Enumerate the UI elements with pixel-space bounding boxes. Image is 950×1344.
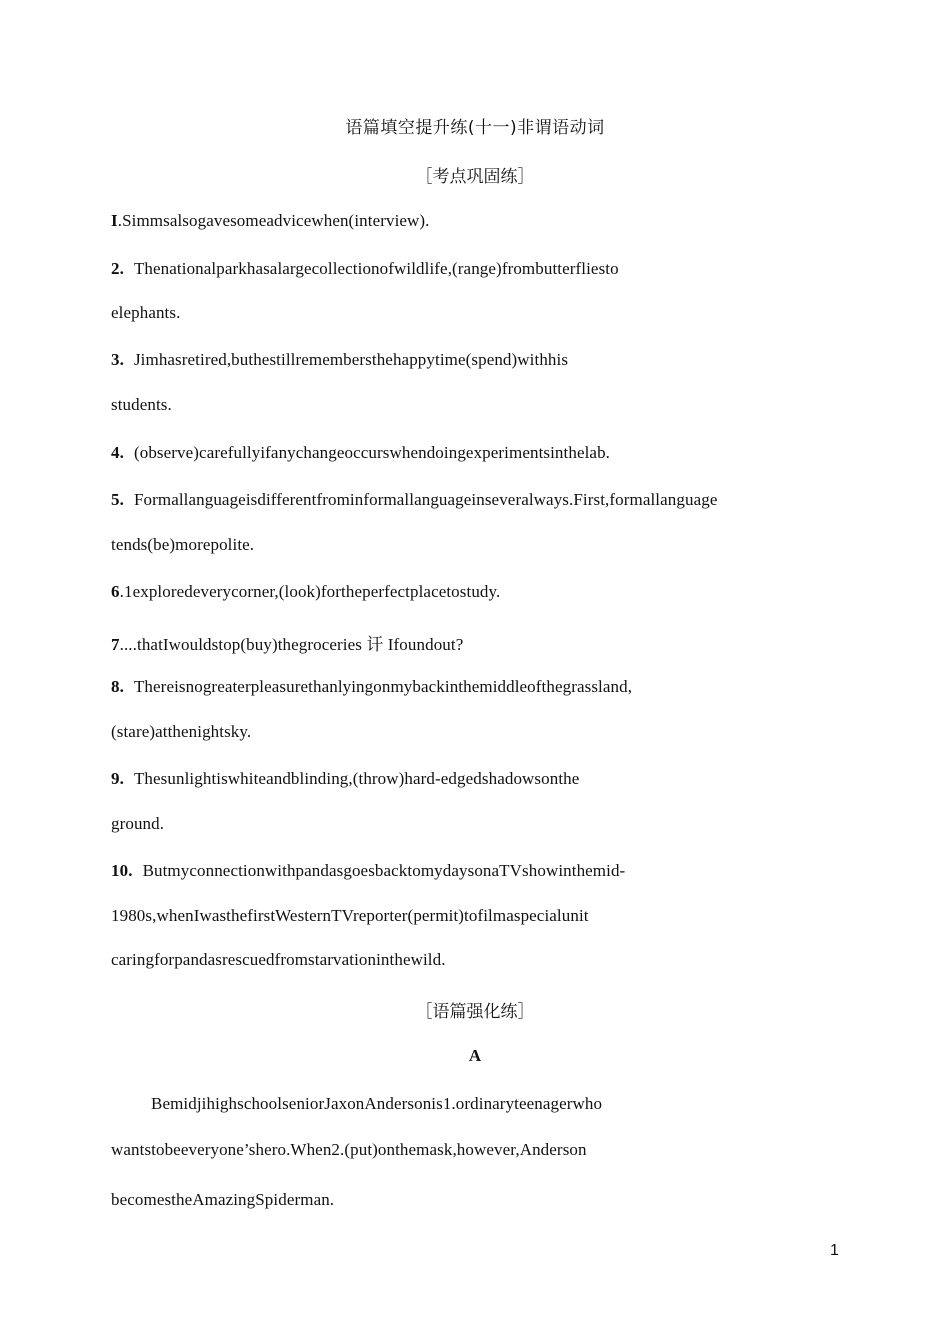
passage-label: A <box>468 1046 482 1065</box>
item-number: 3. <box>111 350 124 369</box>
item-text: Thesunlightiswhiteandblinding,(throw)hard-edgedshadowsonthe <box>133 769 580 788</box>
exercise-item-6 <box>111 582 500 602</box>
exercise-item-3 <box>111 350 568 370</box>
exercise-item-3-continuation: students. <box>111 395 172 414</box>
item-number: 8. <box>111 677 124 696</box>
exercise-item-5-continuation: tends(be)morepolite. <box>111 535 255 554</box>
section-heading-consolidation: ［考点巩固练］ <box>415 167 535 187</box>
exercise-item-10 <box>111 861 625 881</box>
exercise-item-2 <box>111 259 619 279</box>
exercise-item-10-continuation: 1980s,whenIwasthefirstWesternTVreporter(permit)tofilmaspecialunit <box>111 906 589 925</box>
item-text: Thereisnogreaterpleasurethanlyingonmybackinthemiddleofthegrassland, <box>133 677 633 696</box>
item-text: ....thatIwouldstop(buy)thegroceries 讦 Ifoundout? <box>119 635 464 654</box>
item-number: 7 <box>111 635 120 654</box>
exercise-item-8 <box>111 677 632 697</box>
exercise-item-1 <box>111 211 430 231</box>
item-text: Jimhasretired,buthestillremembersthehappytime(spend)withhis <box>133 350 569 369</box>
passage-line-1: BemidjihighschoolseniorJaxonAndersonis1.ordinaryteenagerwho <box>151 1094 603 1113</box>
exercise-item-5 <box>111 490 717 510</box>
exercise-item-7 <box>111 630 463 655</box>
passage-line-2: wantstobeeveryone’shero.When2.(put)onthemask,however,Anderson <box>111 1140 587 1159</box>
item-text: ButmyconnectionwithpandasgoesbacktomydaysonaTVshowinthemid- <box>142 861 626 880</box>
item-text: Thenationalparkhasalargecollectionofwildlife,(range)frombutterfliesto <box>133 259 619 278</box>
item-separator: . <box>117 211 123 230</box>
item-number: 10. <box>111 861 133 880</box>
exercise-item-2-continuation: elephants. <box>111 303 181 322</box>
page-title: 语篇填空提升练(十一)非谓语动词 <box>345 118 605 138</box>
item-number: 6 <box>111 582 120 601</box>
exercise-item-9-continuation: ground. <box>111 814 165 833</box>
item-number: I <box>111 211 118 230</box>
section-heading-reinforcement: ［语篇强化练］ <box>415 1002 535 1022</box>
item-text: (observe)carefullyifanychangeoccurswhendoingexperimentsinthelab. <box>133 443 611 462</box>
exercise-item-4 <box>111 443 610 463</box>
item-separator: . <box>119 582 124 601</box>
item-text: 1exploredeverycorner,(look)fortheperfectplacetostudy. <box>123 582 501 601</box>
exercise-item-10-continuation-2: caringforpandasrescuedfromstarvationinthewild. <box>111 950 446 969</box>
exercise-item-8-continuation: (stare)atthenightsky. <box>111 722 252 741</box>
item-number: 5. <box>111 490 124 509</box>
item-text: Formallanguageisdifferentfrominformallanguageinseveralways.First,formallanguage <box>133 490 718 509</box>
item-text: Simmsalsogavesomeadvicewhen(interview). <box>122 211 430 230</box>
item-number: 4. <box>111 443 124 462</box>
item-number: 2. <box>111 259 124 278</box>
page-number: 1 <box>830 1242 839 1259</box>
item-number: 9. <box>111 769 124 788</box>
passage-line-3: becomestheAmazingSpiderman. <box>111 1190 335 1209</box>
exercise-item-9 <box>111 769 579 789</box>
